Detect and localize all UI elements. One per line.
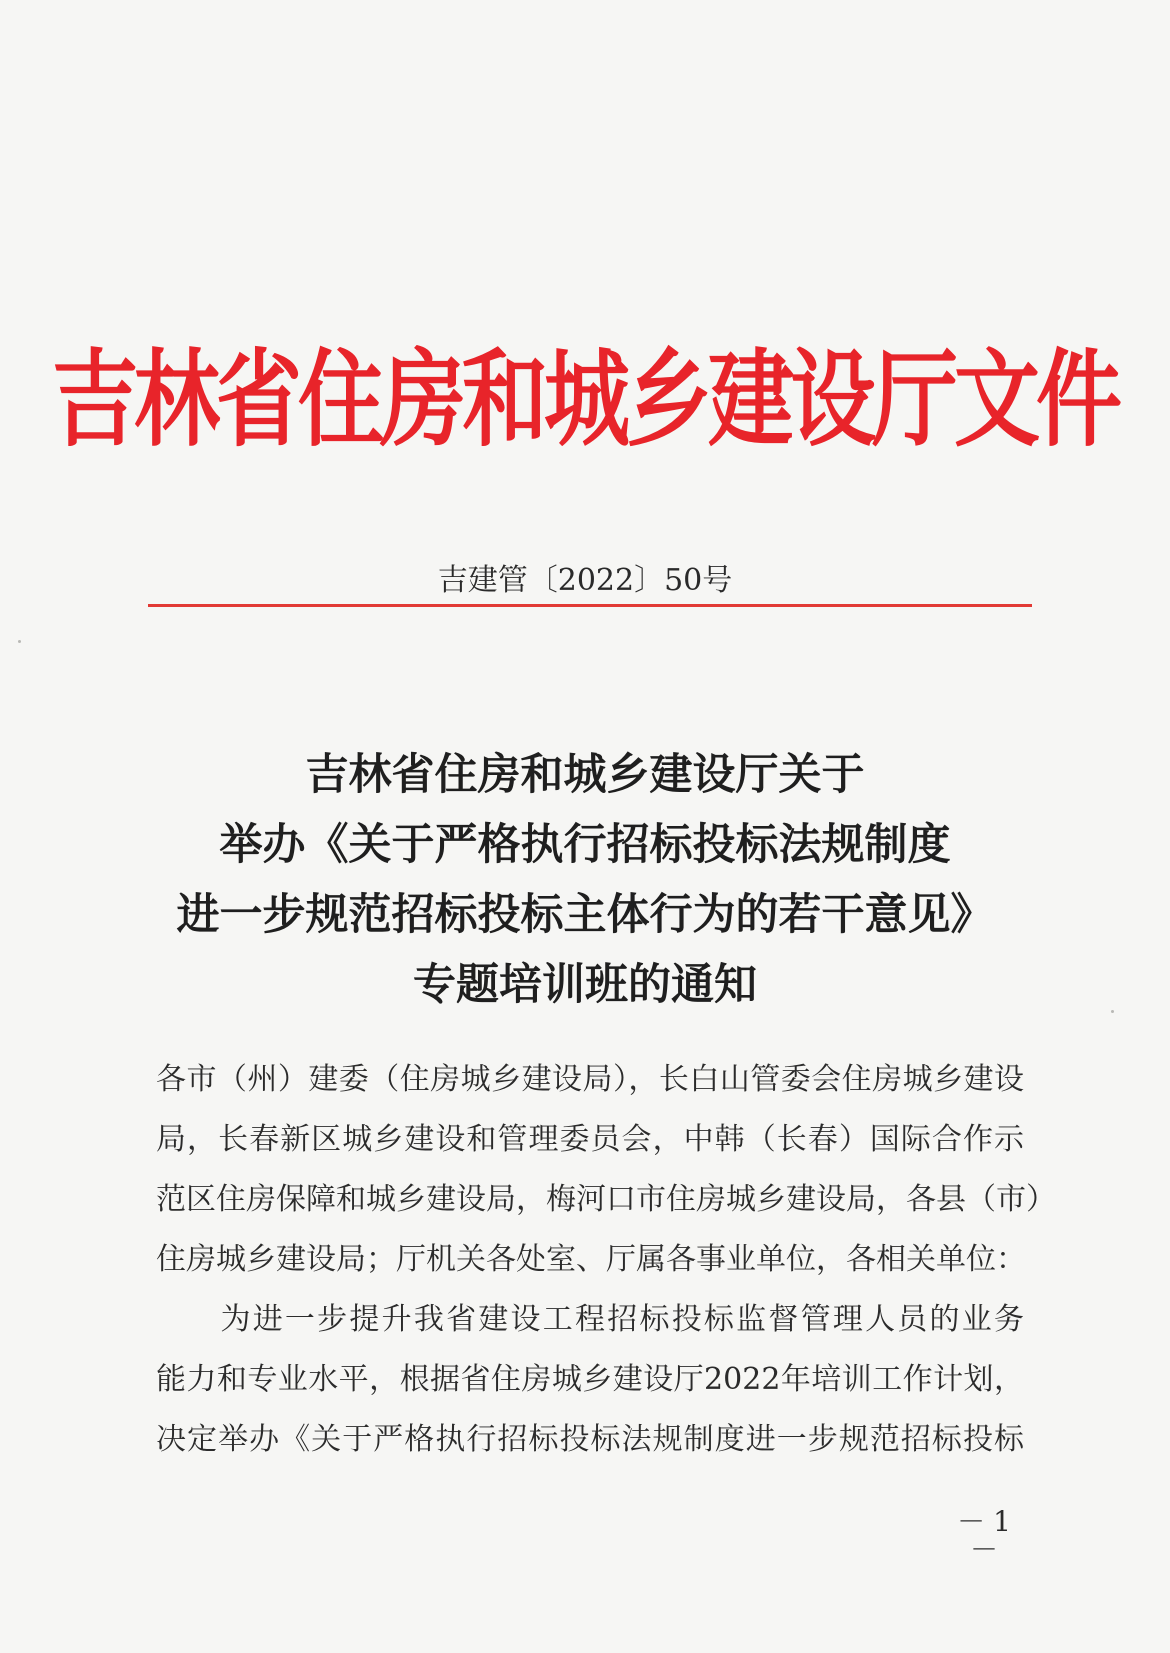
red-separator-line xyxy=(148,604,1032,607)
body-line: 能力和专业水平，根据省住房城乡建设厅2022年培训工作计划， xyxy=(156,1362,1024,1397)
body-line: 决定举办《关于严格执行招标投标法规制度进一步规范招标投标 xyxy=(156,1422,1024,1457)
notice-title-line: 举办《关于严格执行招标投标法规制度 xyxy=(219,820,951,870)
page-number: －1－ xyxy=(957,1505,1019,1566)
body-line: 范区住房保障和城乡建设局，梅河口市住房城乡建设局，各县（市） xyxy=(156,1182,1056,1217)
body-line: 各市（州）建委（住房城乡建设局），长白山管委会住房城乡建设 xyxy=(156,1062,1024,1097)
notice-title xyxy=(0,740,1170,1020)
body-line: 住房城乡建设局；厅机关各处室、厅属各事业单位，各相关单位： xyxy=(156,1242,1026,1277)
notice-title-line: 吉林省住房和城乡建设厅关于 xyxy=(305,750,865,800)
body-line: 局，长春新区城乡建设和管理委员会，中韩（长春）国际合作示 xyxy=(156,1122,1024,1157)
document-header-title: 吉林省住房和城乡建设厅文件 xyxy=(52,338,1118,462)
notice-title-line: 进一步规范招标投标主体行为的若干意见》 xyxy=(176,890,994,940)
body-line: 为进一步提升我省建设工程招标投标监督管理人员的业务 xyxy=(156,1302,1024,1337)
document-number: 吉建管〔2022〕50号 xyxy=(437,563,733,598)
scan-speck xyxy=(18,640,21,643)
notice-title-line: 专题培训班的通知 xyxy=(413,960,757,1010)
notice-body xyxy=(156,1050,1056,1470)
